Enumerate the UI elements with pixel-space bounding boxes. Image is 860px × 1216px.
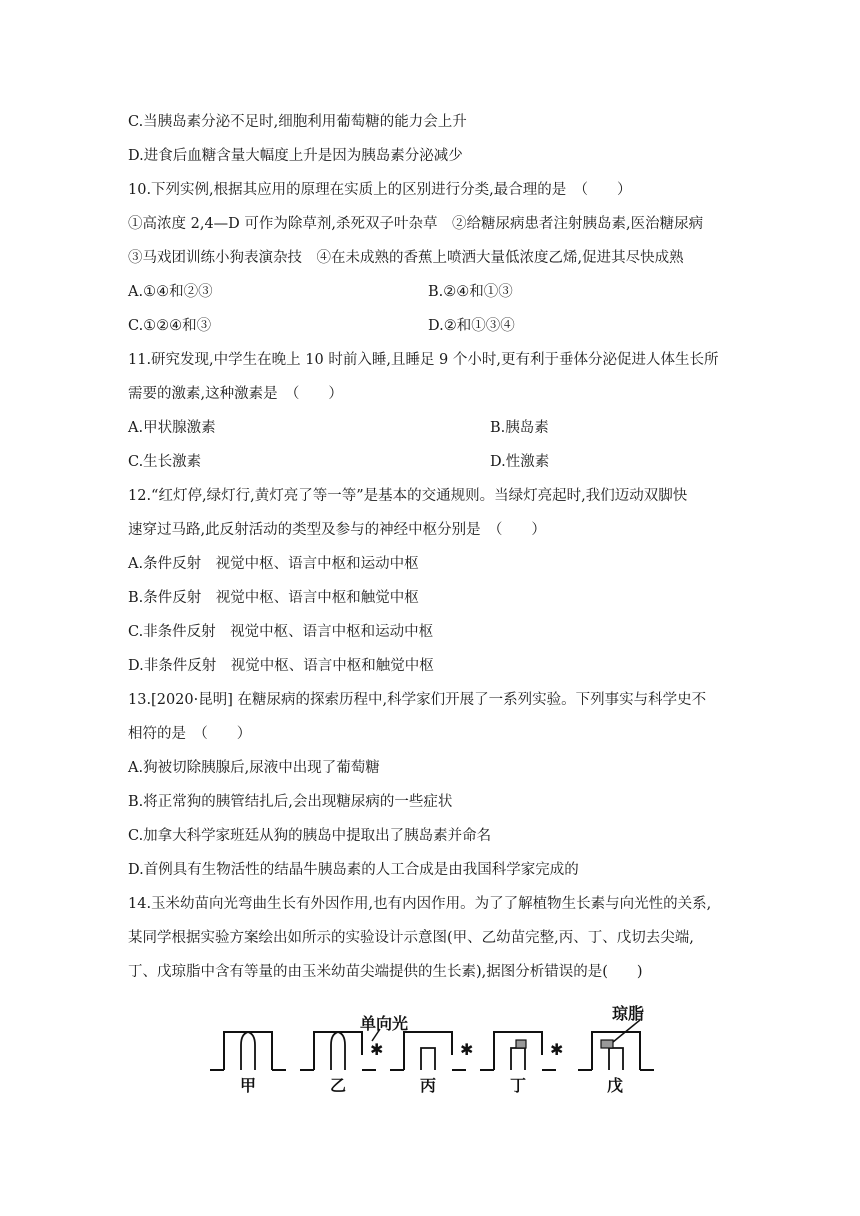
q12-stem-line1: 12.“红灯停,绿灯行,黄灯亮了等一等”是基本的交通规则。当绿灯亮起时,我们迈动双脚快 bbox=[128, 488, 688, 504]
label-yi: 乙 bbox=[330, 1076, 347, 1095]
q14-stem-line3: 丁、戊琼脂中含有等量的由玉米幼苗尖端提供的生长素),据图分析错误的是( ) bbox=[128, 964, 643, 980]
q11-stem-line2: 需要的激素,这种激素是 （ ） bbox=[128, 386, 343, 402]
q12-option-d: D.非条件反射 视觉中枢、语言中枢和触觉中枢 bbox=[128, 658, 434, 674]
q9-option-c: C.当胰岛素分泌不足时,细胞利用葡萄糖的能力会上升 bbox=[128, 114, 467, 130]
setup-wu bbox=[578, 1020, 654, 1070]
agar-block-wu bbox=[601, 1040, 613, 1048]
q13-option-d: D.首例具有生物活性的结晶牛胰岛素的人工合成是由我国科学家完成的 bbox=[128, 862, 579, 878]
label-jia: 甲 bbox=[240, 1076, 257, 1095]
q10-items-line2: ③马戏团训练小狗表演杂技 ④在未成熟的香蕉上喷洒大量低浓度乙烯,促进其尽快成熟 bbox=[128, 250, 684, 266]
setup-yi bbox=[300, 1032, 376, 1070]
q13-stem-line2: 相符的是 （ ） bbox=[128, 726, 252, 742]
q12-option-a: A.条件反射 视觉中枢、语言中枢和运动中枢 bbox=[128, 556, 419, 572]
q13-option-b: B.将正常狗的胰管结扎后,会出现糖尿病的一些症状 bbox=[128, 794, 453, 810]
q10-items-line1: ①高浓度 2,4—D 可作为除草剂,杀死双子叶杂草 ②给糖尿病患者注射胰岛素,医治糖尿病 bbox=[128, 216, 704, 232]
q10-option-a: A.①④和②③ bbox=[128, 284, 213, 300]
setup-ding bbox=[480, 1032, 556, 1070]
light-source-icon: ✱ bbox=[370, 1040, 384, 1059]
q12-stem-line2: 速穿过马路,此反射活动的类型及参与的神经中枢分别是 （ ） bbox=[128, 522, 546, 538]
light-source-icon: ✱ bbox=[460, 1040, 474, 1059]
setup-bing bbox=[390, 1032, 466, 1070]
light-source-icon: ✱ bbox=[550, 1040, 564, 1059]
label-wu: 戊 bbox=[607, 1076, 624, 1095]
q11-option-c: C.生长激素 bbox=[128, 454, 202, 470]
q11-option-a: A.甲状腺激素 bbox=[128, 420, 216, 436]
q10-option-d: D.②和①③④ bbox=[428, 318, 515, 334]
q11-stem-line1: 11.研究发现,中学生在晚上 10 时前入睡,且睡足 9 个小时,更有利于垂体分泌促进人体生长所 bbox=[128, 352, 719, 368]
q11-option-d: D.性激素 bbox=[490, 454, 550, 470]
agar-block-ding bbox=[516, 1040, 526, 1048]
q11-option-b: B.胰岛素 bbox=[490, 420, 549, 436]
q13-option-c: C.加拿大科学家班廷从狗的胰岛中提取出了胰岛素并命名 bbox=[128, 828, 492, 844]
agar-label: 琼脂 bbox=[612, 1004, 645, 1023]
q10-stem: 10.下列实例,根据其应用的原理在实质上的区别进行分类,最合理的是 （ ） bbox=[128, 182, 632, 198]
q10-option-c: C.①②④和③ bbox=[128, 318, 212, 334]
setup-jia bbox=[210, 1032, 286, 1070]
label-bing: 丙 bbox=[420, 1076, 437, 1095]
q9-option-d: D.进食后血糖含量大幅度上升是因为胰岛素分泌减少 bbox=[128, 148, 463, 164]
q13-option-a: A.狗被切除胰腺后,尿液中出现了葡萄糖 bbox=[128, 760, 380, 776]
q14-stem-line2: 某同学根据实验方案绘出如所示的实验设计示意图(甲、乙幼苗完整,丙、丁、戊切去尖端, bbox=[128, 930, 694, 946]
label-ding: 丁 bbox=[510, 1076, 527, 1095]
seedling-experiment-figure bbox=[200, 1004, 660, 1095]
q13-stem-line1: 13.[2020·昆明] 在糖尿病的探索历程中,科学家们开展了一系列实验。下列事实与科学史不 bbox=[128, 692, 707, 708]
q12-option-c: C.非条件反射 视觉中枢、语言中枢和运动中枢 bbox=[128, 624, 434, 640]
light-label: 单向光 bbox=[360, 1014, 409, 1033]
q12-option-b: B.条件反射 视觉中枢、语言中枢和触觉中枢 bbox=[128, 590, 419, 606]
q14-stem-line1: 14.玉米幼苗向光弯曲生长有外因作用,也有内因作用。为了了解植物生长素与向光性的关系, bbox=[128, 896, 712, 912]
q10-option-b: B.②④和①③ bbox=[428, 284, 513, 300]
